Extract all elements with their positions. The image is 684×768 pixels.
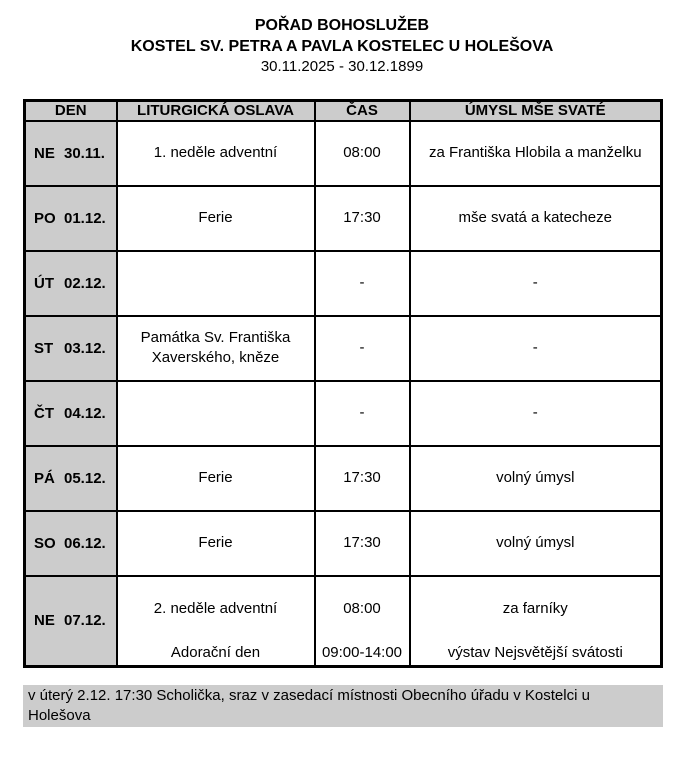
celebration-cell: Ferie xyxy=(117,186,315,251)
celebration-cell xyxy=(117,251,315,316)
time-cell: 17:30 xyxy=(315,511,410,576)
time-cell: 17:30 xyxy=(315,446,410,511)
intention-cell: - xyxy=(410,251,662,316)
page-subtitle: KOSTEL SV. PETRA A PAVLA KOSTELEC U HOLEŠOVA xyxy=(130,38,554,55)
celebration-cell: Památka Sv. Františka Xaverského, kněze xyxy=(117,316,315,381)
table-row xyxy=(25,186,662,251)
celebration-line-2: Adorační den xyxy=(170,643,261,661)
time-cell: - xyxy=(315,381,410,446)
intention-cell: volný úmysl xyxy=(410,446,662,511)
day-abbr: ÚT xyxy=(34,274,54,292)
celebration-line-1: 2. neděle adventní xyxy=(153,599,278,617)
day-date: 06.12. xyxy=(64,534,106,552)
intention-line-1: za farníky xyxy=(502,599,568,617)
celebration-cell: 1. neděle adventní xyxy=(117,121,315,186)
table-row xyxy=(25,251,662,316)
page-title: POŘAD BOHOSLUŽEB xyxy=(254,17,430,34)
column-header-umysl: ÚMYSL MŠE SVATÉ xyxy=(410,101,662,121)
date-range: 30.11.2025 - 30.12.1899 xyxy=(260,58,424,75)
day-cell xyxy=(25,511,117,576)
day-cell xyxy=(25,446,117,511)
day-cell xyxy=(25,121,117,186)
day-date: 03.12. xyxy=(64,339,106,357)
time-cell: - xyxy=(315,316,410,381)
day-cell xyxy=(25,316,117,381)
intention-cell: mše svatá a katecheze xyxy=(410,186,662,251)
table-row xyxy=(25,511,662,576)
table-row xyxy=(25,576,662,667)
day-date: 04.12. xyxy=(64,404,106,422)
table-row xyxy=(25,381,662,446)
column-header-liturgicka-oslava: LITURGICKÁ OSLAVA xyxy=(117,101,315,121)
intention-cell: za Františka Hlobila a manželku xyxy=(410,121,662,186)
time-line-2: 09:00-14:00 xyxy=(321,643,403,661)
schedule-table xyxy=(23,99,663,668)
day-abbr: ST xyxy=(34,339,54,357)
day-abbr: NE xyxy=(34,612,55,629)
day-date: 01.12. xyxy=(64,209,106,227)
time-cell xyxy=(315,576,410,667)
day-date: 05.12. xyxy=(64,469,106,487)
intention-cell xyxy=(410,576,662,667)
table-row xyxy=(25,446,662,511)
intention-cell: - xyxy=(410,316,662,381)
table-row xyxy=(25,316,662,381)
celebration-cell: Ferie xyxy=(117,511,315,576)
table-header-row xyxy=(25,101,662,121)
day-abbr: PÁ xyxy=(34,469,55,487)
time-cell: 17:30 xyxy=(315,186,410,251)
table-row xyxy=(25,121,662,186)
time-cell: - xyxy=(315,251,410,316)
celebration-cell xyxy=(117,381,315,446)
day-abbr: ČT xyxy=(34,404,54,422)
time-line-1: 08:00 xyxy=(343,599,381,617)
day-cell xyxy=(25,251,117,316)
day-abbr: NE xyxy=(34,144,55,162)
day-date: 30.11. xyxy=(64,144,105,162)
intention-line-2: výstav Nejsvětější svátosti xyxy=(447,643,623,661)
day-abbr: PO xyxy=(34,209,56,227)
day-date: 02.12. xyxy=(64,274,106,292)
column-header-den: DEN xyxy=(25,101,117,121)
intention-cell: volný úmysl xyxy=(410,511,662,576)
day-date: 07.12. xyxy=(64,612,106,629)
celebration-cell xyxy=(117,576,315,667)
document-header xyxy=(0,0,684,77)
day-cell xyxy=(25,186,117,251)
day-abbr: SO xyxy=(34,534,56,552)
intention-cell: - xyxy=(410,381,662,446)
footer-note: v úterý 2.12. 17:30 Scholička, sraz v zasedací místnosti Obecního úřadu v Kostelci u Holešova xyxy=(23,685,663,727)
time-cell: 08:00 xyxy=(315,121,410,186)
column-header-cas: ČAS xyxy=(315,101,410,121)
day-cell xyxy=(25,381,117,446)
celebration-cell: Ferie xyxy=(117,446,315,511)
day-cell xyxy=(25,576,117,667)
